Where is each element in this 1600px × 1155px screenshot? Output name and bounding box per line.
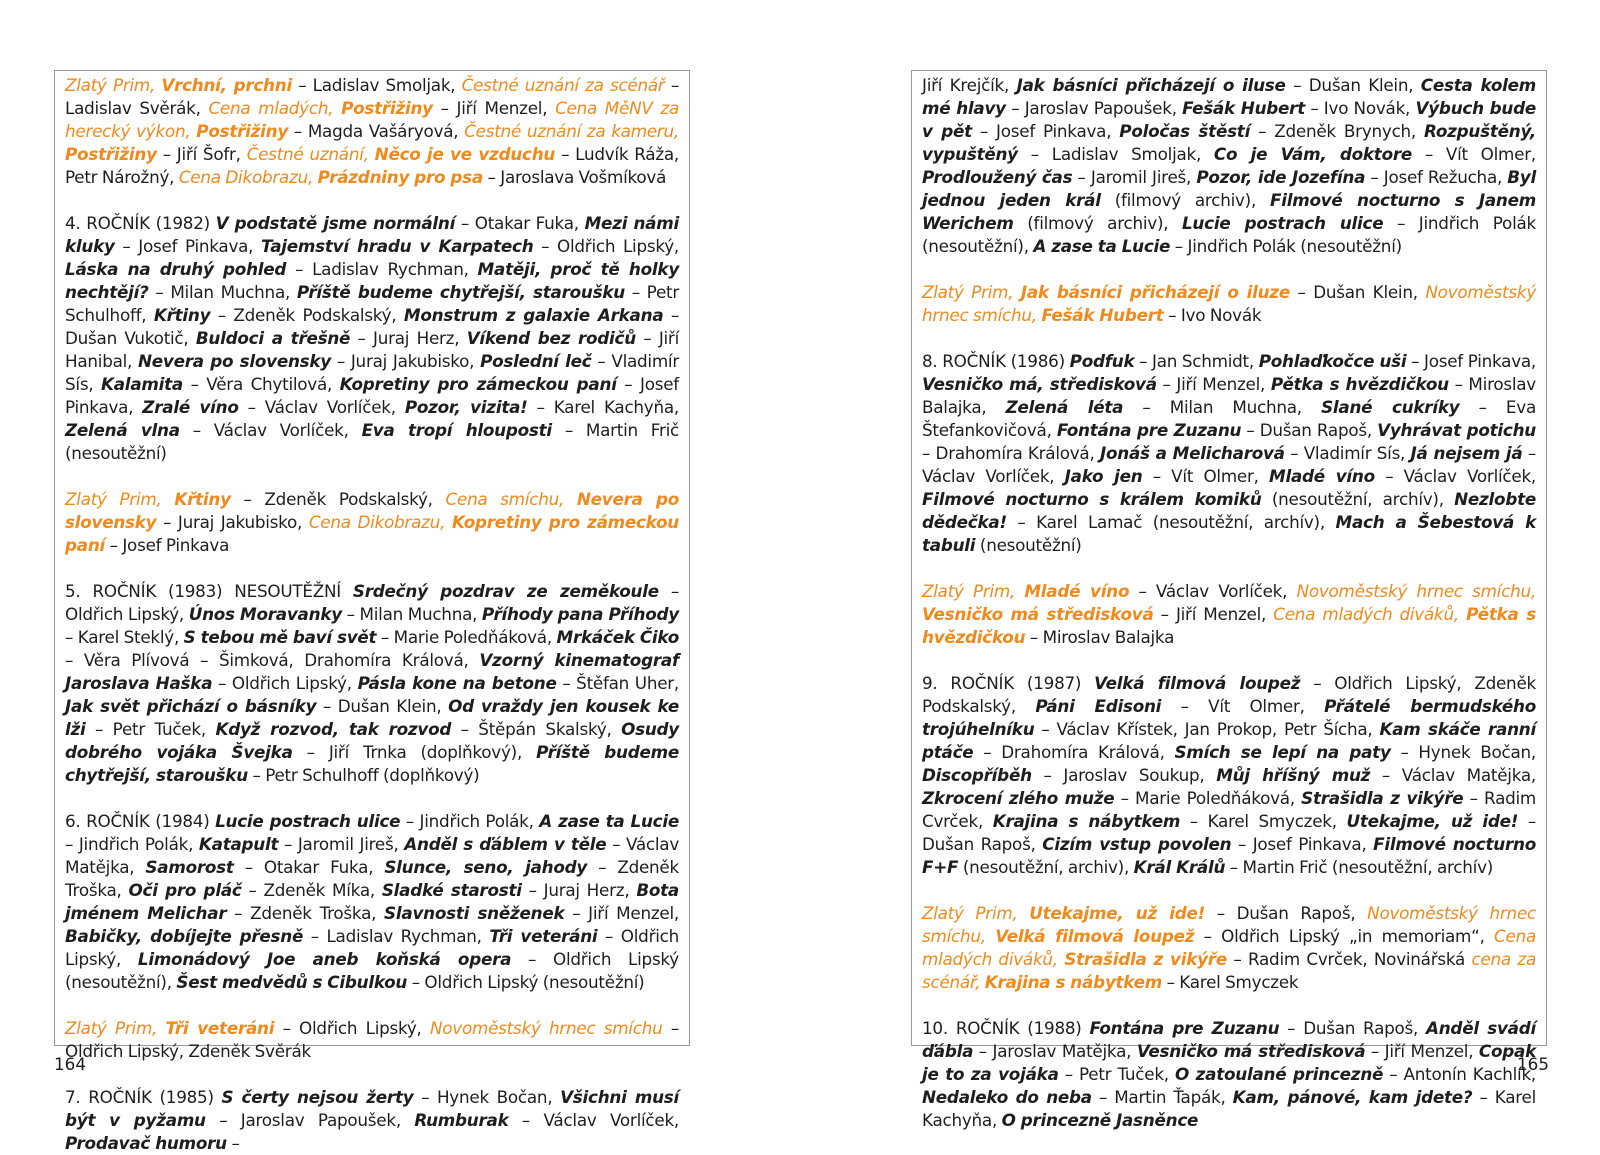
film-title: Mezi námi kluky [65, 213, 679, 256]
film-title: Prodavač humoru [65, 1133, 227, 1153]
award-film-title: Postřižiny [65, 144, 157, 164]
text-run: – Jiří Hanibal, [65, 328, 679, 371]
text-run: – Karel Smyczek, [1180, 811, 1347, 831]
film-title: Limonádový Joe aneb koňská opera [137, 949, 512, 969]
text-run: – Věra Plívová – Šimková, Drahomíra Králová, [65, 650, 480, 670]
text-run: (filmový archiv), [1100, 190, 1271, 210]
film-title: Pásla kone na betone [357, 673, 557, 693]
film-title: Samorost [145, 857, 234, 877]
paragraph [65, 71, 679, 189]
award-label: Novoměstský hrnec smíchu, [922, 282, 1536, 325]
film-title: Mrkáček Čiko [556, 627, 679, 647]
paragraph [65, 1086, 679, 1155]
text-run: – Jaromil Jireš, [1072, 167, 1197, 187]
film-title: Od vraždy jen kousek ke lži [65, 696, 679, 739]
text-run: – Ludvík Ráža, Petr Nárožný, [65, 144, 679, 187]
film-title: Kalamita [100, 374, 183, 394]
award-label: Čestné uznání, [246, 144, 375, 164]
text-run: 8. ROČNÍK (1986) [922, 351, 1070, 371]
paragraph [65, 1017, 679, 1063]
text-run: – Magda Vašáryová, [288, 121, 465, 141]
text-run: – Martin Frič (nesoutěžní) [65, 420, 679, 463]
text-run: – Otakar Fuka, [233, 857, 385, 877]
film-title: S čerty nejsou žerty [221, 1087, 414, 1107]
film-title: Příště budeme chytřejší, staroušku [65, 742, 680, 785]
paragraph [922, 350, 1536, 557]
film-title: Utekajme, už ide! [1346, 811, 1519, 831]
text-run: – Jindřich Polák (nesoutěžní) [1170, 236, 1402, 256]
text-run: – Petr Tuček, [1058, 1064, 1175, 1084]
film-title: Zelená vlna [65, 420, 180, 440]
text-run: – Milan Muchna, [1123, 397, 1322, 417]
award-label: Zlatý Prim, [65, 1018, 166, 1038]
film-title: Vesničko má, středisková [922, 374, 1157, 394]
film-title: Slané cukríky [1321, 397, 1460, 417]
award-label: Zlatý Prim, [922, 581, 1025, 601]
award-label: cena za scénář, [922, 949, 1536, 992]
award-label: Cena mladých diváků, [922, 926, 1536, 969]
text-run: – [226, 1133, 240, 1153]
film-title: Pozor, vizita! [404, 397, 528, 417]
text-run: – Josef Pinkava, [1231, 834, 1374, 854]
film-title: O princezně Jasněnce [1001, 1110, 1199, 1130]
award-label: Novoměstský hrnec smíchu [429, 1018, 663, 1038]
film-title: Byl jednou jeden král [922, 167, 1536, 210]
film-title: Fontána pre Zuzanu [1056, 420, 1242, 440]
film-title: Sladké starosti [381, 880, 522, 900]
award-film-title: Krajina s nábytkem [984, 972, 1162, 992]
text-run: – Jindřich Polák (nesoutěžní), [922, 213, 1536, 256]
text-run: – Milan Muchna, [148, 282, 297, 302]
film-title: Mladé víno [1269, 466, 1375, 486]
text-run: – Drahomíra Králová, [973, 742, 1175, 762]
text-run: – Ladislav Rychman, [286, 259, 478, 279]
award-label: Cena mladých, [208, 98, 342, 118]
film-title: Filmové nocturno s Janem Werichem [922, 190, 1536, 233]
film-title: Anděl svádí ďábla [922, 1018, 1536, 1061]
film-title: Příště budeme chytřejší, staroušku [296, 282, 625, 302]
award-film-title: Nevera po slovensky [65, 489, 679, 532]
text-run: – Zdeněk Podskalský, [210, 305, 404, 325]
text-run: – Josef Pinkava, [971, 121, 1120, 141]
film-title: Discopříběh [922, 765, 1032, 785]
film-title: Kam, pánové, kam jdete? [1232, 1087, 1473, 1107]
film-title: Všichni musí být v pyžamu [65, 1087, 680, 1130]
award-film-title: Vrchní, prchni [161, 75, 292, 95]
text-run: – Jaroslav Matějka, [973, 1041, 1137, 1061]
film-title: Filmové nocturno s králem komiků [922, 489, 1262, 509]
text-run: – Jiří Menzel, [1365, 1041, 1479, 1061]
text-run: – Oldřich Lipský, [212, 673, 358, 693]
film-title: Lucie postrach ulice [1181, 213, 1384, 233]
text-run: – Dušan Klein, [316, 696, 449, 716]
text-run: – Milan Muchna, [341, 604, 482, 624]
film-title: Copak je to za vojáka [922, 1041, 1536, 1084]
award-film-title: Strašidla z vikýře [1064, 949, 1227, 969]
film-title: Strašidla z vikýře [1301, 788, 1464, 808]
film-title: Smích se lepí na paty [1174, 742, 1391, 762]
film-title: A zase ta Lucie [1033, 236, 1171, 256]
film-title: Filmové nocturno F+F [922, 834, 1536, 877]
paragraph [65, 810, 679, 994]
film-title: Monstrum z galaxie Arkana [403, 305, 664, 325]
text-run: (nesoutěžní, archiv), [958, 857, 1134, 877]
text-run: – Věra Chytilová, [182, 374, 340, 394]
page-number-left: 164 [54, 1054, 87, 1074]
film-title: Příhody pana Příhody [481, 604, 679, 624]
film-title: Jako jen [1064, 466, 1143, 486]
film-title: Lucie postrach ulice [215, 811, 401, 831]
award-label: Zlatý Prim, [65, 75, 162, 95]
text-run: – Vít Olmer, [1142, 466, 1270, 486]
text-run: – Václav Matějka, [65, 834, 680, 877]
film-title: Vesničko má středisková [1136, 1041, 1366, 1061]
text-run: – Jaroslava Vošmíková [482, 167, 667, 187]
text-run: – Hynek Bočan, [1390, 742, 1536, 762]
text-run: – Ladislav Smoljak, [1017, 144, 1214, 164]
text-run: – Eva Štefankovičová, [922, 397, 1536, 440]
text-run: – Radim Cvrček, [922, 788, 1537, 831]
film-title: Poslední leč [480, 351, 592, 371]
page-number-right: 165 [1517, 1054, 1550, 1074]
film-title: Velká filmová loupež [1094, 673, 1301, 693]
text-run: – Karel Smyczek [1161, 972, 1299, 992]
award-film-title: Fešák Hubert [1041, 305, 1164, 325]
film-title: Výbuch bude v pět [922, 98, 1536, 141]
film-title: Únos Moravanky [188, 604, 342, 624]
film-title: Anděl s ďáblem v těle [404, 834, 607, 854]
award-film-title: Velká filmová loupež [995, 926, 1195, 946]
paragraph [922, 672, 1536, 879]
award-film-title: Jak básníci přicházejí o iluze [1020, 282, 1290, 302]
text-run: – Oldřich Lipský, [274, 1018, 430, 1038]
film-title: O zatoulané princezně [1175, 1064, 1384, 1084]
text-run: – Juraj Jakubisko, [156, 512, 309, 532]
film-title: Jonáš a Melicharová [1099, 443, 1285, 463]
film-title: Kopretiny pro zámeckou paní [339, 374, 617, 394]
text-run: – Martin Ťapák, [1091, 1087, 1233, 1107]
film-title: Katapult [198, 834, 279, 854]
text-run: – Dušan Klein, [1290, 282, 1426, 302]
film-title: Srdečný pozdrav ze zeměkoule [352, 581, 659, 601]
text-run: – Štěfan Uher, [556, 673, 680, 693]
text-run: – Zdeněk Brynych, [1250, 121, 1425, 141]
text-run: – Vít Olmer, [1412, 144, 1536, 164]
text-run: – Ladislav Rychman, [303, 926, 490, 946]
text-run: – Václav Vorlíček, [1129, 581, 1297, 601]
film-title: Kam skáče ranní ptáče [922, 719, 1536, 762]
award-film-title: Křtiny [174, 489, 231, 509]
text-run: 6. ROČNÍK (1984) [65, 811, 216, 831]
award-label: Cena MěNV za herecký výkon, [65, 98, 679, 141]
text-run: 9. ROČNÍK (1987) [922, 673, 1095, 693]
film-title: A zase ta Lucie [539, 811, 679, 831]
film-title: Vzorný kinematograf Jaroslava Haška [65, 650, 679, 693]
text-run: – Otakar Fuka, [455, 213, 585, 233]
film-title: S tebou mě baví svět [183, 627, 377, 647]
award-label: Cena Dikobrazu, [308, 512, 452, 532]
film-title: Rumburak [414, 1110, 509, 1130]
text-run: – Josef Pinkava [105, 535, 230, 555]
text-run: – Juraj Jakubisko, [331, 351, 481, 371]
text-run: – Václav Vorlíček, [238, 397, 405, 417]
text-run: – Oldřich Lipský, [533, 236, 679, 256]
text-run: – Hynek Bočan, [413, 1087, 561, 1107]
text-run: 5. ROČNÍK (1983) NESOUTĚŽNÍ [65, 581, 353, 601]
text-run: – Jan Schmidt, [1134, 351, 1259, 371]
award-label: Zlatý Prim, [922, 282, 1021, 302]
text-run: – Josef Režucha, [1365, 167, 1508, 187]
film-title: Jak básníci přicházejí o iluse [1016, 75, 1286, 95]
film-title: Vyhrávat potichu [1377, 420, 1536, 440]
award-label: Cena mladých diváků, [1273, 604, 1467, 624]
film-title: Nevera po slovensky [138, 351, 331, 371]
paragraph [922, 902, 1536, 994]
award-film-title: Prázdniny pro psa [317, 167, 483, 187]
film-title: Pohlaďkočce uši [1258, 351, 1407, 371]
film-title: Pozor, ide Jozefína [1196, 167, 1366, 187]
text-run: – Marie Poledňáková, [1114, 788, 1302, 808]
text-run: – Jiří Trnka (doplňkový), [292, 742, 537, 762]
text-run: – Zdeněk Troška, [226, 903, 385, 923]
text-run: 4. ROČNÍK (1982) [65, 213, 216, 233]
text-run: – Vladimír Sís, [65, 351, 679, 394]
text-run: – Juraj Herz, [350, 328, 467, 348]
text-run: Jiří Krejčík, [922, 75, 1017, 95]
text-run: – Zdeněk Míka, [241, 880, 382, 900]
film-title: Zralé víno [142, 397, 239, 417]
film-title: Oči pro pláč [128, 880, 242, 900]
text-run: – Jaroslav Soukup, [1031, 765, 1217, 785]
film-title: Když rozvod, tak rozvod [215, 719, 452, 739]
text-run: – Drahomíra Králová, [922, 443, 1100, 463]
text-run: – Josef Pinkava, [114, 236, 261, 256]
text-run: – Ladislav Svěrák, [65, 75, 679, 118]
text-run: – Oldřich Lipský, [65, 926, 679, 969]
film-title: Co je Vám, doktore [1213, 144, 1413, 164]
film-title: Tři veteráni [489, 926, 598, 946]
text-run: (filmový archiv), [1013, 213, 1182, 233]
film-title: Přátelé bermudského trojúhelníku [922, 696, 1536, 739]
text-run: – Juraj Herz, [521, 880, 637, 900]
text-run: – Dušan Klein, [1285, 75, 1421, 95]
film-title: Matěji, proč tě holky nechtějí? [65, 259, 680, 302]
film-title: Nedaleko do neba [922, 1087, 1092, 1107]
text-run: – Jindřich Polák, [400, 811, 540, 831]
text-run: – Karel Steklý, [65, 627, 184, 647]
text-run: – Jaromil Jireš, [278, 834, 405, 854]
award-film-title: Pětka s hvězdičkou [922, 604, 1536, 647]
text-run: – Radim Cvrček, Novinářská [1226, 949, 1472, 969]
film-title: Mach a Šebestová k tabuli [922, 512, 1537, 555]
film-title: Šest medvědů s Cibulkou [176, 972, 408, 992]
text-run: – Vít Olmer, [1161, 696, 1325, 716]
film-title: Víkend bez rodičů [466, 328, 636, 348]
text-run: – Jiří Menzel, [564, 903, 679, 923]
award-label: Čestné uznání za kameru, [464, 121, 680, 141]
text-run: – Josef Pinkava, [1406, 351, 1537, 371]
text-run: – Petr Schulhoff, [65, 282, 679, 325]
film-title: Poločas štěstí [1119, 121, 1251, 141]
text-run: – Jaroslav Papoušek, [205, 1110, 415, 1130]
text-run: – Dušan Rapoš, [1241, 420, 1378, 440]
film-title: Buldoci a třešně [195, 328, 351, 348]
text-run: – Oldřich Lipský, Zdeněk Svěrák [65, 1018, 680, 1061]
text-run: – Marie Poledňáková, [376, 627, 557, 647]
paragraph [922, 281, 1536, 327]
award-label: Zlatý Prim, [65, 489, 175, 509]
film-title: Eva tropí hlouposti [361, 420, 552, 440]
text-run: – Dušan Rapoš, [1279, 1018, 1426, 1038]
film-title: Zkrocení zlého muže [922, 788, 1115, 808]
text-run: – Ivo Novák [1163, 305, 1262, 325]
film-title: Křtiny [153, 305, 211, 325]
text-run: – Jindřich Polák, [65, 834, 199, 854]
text-run: – Oldřich Lipský (nesoutěžní) [407, 972, 645, 992]
text-run: – Oldřich Lipský (nesoutěžní), [65, 949, 679, 992]
text-run: – Václav Křístek, Jan Prokop, Petr Šícha, [1034, 719, 1380, 739]
award-label: Cena smíchu, [445, 489, 577, 509]
award-film-title: Vesničko má středisková [922, 604, 1154, 624]
award-label: Cena Dikobrazu, [178, 167, 318, 187]
film-title: Král Králů [1133, 857, 1226, 877]
text-run: – Václav Vorlíček, [922, 443, 1536, 486]
text-run: – Josef Pinkava, [65, 374, 679, 417]
text-run: – Dušan Rapoš, [922, 811, 1536, 854]
text-run: – Václav Matějka, [1370, 765, 1536, 785]
film-title: Zelená léta [1005, 397, 1124, 417]
text-run: – Petr Schulhoff (doplňkový) [247, 765, 480, 785]
paragraph [65, 212, 679, 465]
text-run: – Karel Kachyňa, [527, 397, 679, 417]
text-run: (nesoutěžní) [975, 535, 1082, 555]
film-title: Já nejsem já [1410, 443, 1523, 463]
text-run: – Jiří Menzel, [1156, 374, 1271, 394]
text-run: – Oldřich Lipský, [65, 581, 679, 624]
film-title: Můj hříšný muž [1216, 765, 1371, 785]
text-run: – Dušan Rapoš, [1205, 903, 1368, 923]
text-run: (nesoutěžní, archív), [1261, 489, 1455, 509]
film-title: Rozpuštěný, vypuštěný [922, 121, 1536, 164]
text-run: – Jaroslav Papoušek, [1005, 98, 1183, 118]
text-run: – Ladislav Smoljak, [291, 75, 462, 95]
award-film-title: Mladé víno [1024, 581, 1130, 601]
text-run: – Dušan Vukotič, [65, 305, 680, 348]
film-title: Podfuk [1069, 351, 1135, 371]
award-label: Zlatý Prim, [922, 903, 1030, 923]
film-title: V podstatě jsme normální [215, 213, 456, 233]
film-title: Fešák Hubert [1182, 98, 1305, 118]
text-run: – Martin Frič (nesoutěžní, archív) [1225, 857, 1494, 877]
text-run: – Vladimír Sís, [1284, 443, 1411, 463]
text-run: – Petr Tuček, [85, 719, 216, 739]
film-title: Nezlobte dědečka! [922, 489, 1536, 532]
film-title: Osudy dobrého vojáka Švejka [65, 719, 679, 762]
film-title: Jak svět přichází o básníky [65, 696, 317, 716]
text-run: – Jiří Šofr, [156, 144, 247, 164]
text-run: – Štěpán Skalský, [451, 719, 622, 739]
film-title: Krajina s nábytkem [992, 811, 1181, 831]
paragraph [65, 488, 679, 557]
text-run: – Jiří Menzel, [1153, 604, 1274, 624]
text-run: – Oldřich Lipský „in memoriam“, [1194, 926, 1495, 946]
text-run: – Oldřich Lipský, Zdeněk Podskalský, [922, 673, 1536, 716]
text-run: – Karel Kachyňa, [922, 1087, 1536, 1130]
paragraph [922, 1017, 1536, 1132]
film-title: Prodloužený čas [922, 167, 1073, 187]
film-title: Babičky, dobíjejte přesně [65, 926, 304, 946]
text-run: – Miroslav Balajka [1025, 627, 1175, 647]
film-title: Slavnosti sněženek [384, 903, 565, 923]
film-title: Bota jménem Melichar [65, 880, 679, 923]
film-title: Cesta kolem mé hlavy [922, 75, 1536, 118]
text-run: – Antonín Kachlík, [1383, 1064, 1536, 1084]
paragraph [922, 580, 1536, 649]
text-run: – Ivo Novák, [1304, 98, 1416, 118]
award-label: Čestné uznání za scénář [461, 75, 665, 95]
text-run: – Miroslav Balajka, [922, 374, 1536, 417]
award-label: Novoměstský hrnec smíchu, [1296, 581, 1537, 601]
film-title: Pětka s hvězdičkou [1270, 374, 1449, 394]
paragraph [922, 71, 1536, 258]
award-film-title: Utekajme, už ide! [1029, 903, 1206, 923]
award-film-title: Postřižiny [341, 98, 433, 118]
film-title: Páni Edisoni [1035, 696, 1162, 716]
award-film-title: Něco je ve vzduchu [374, 144, 556, 164]
award-label: Novoměstský hrnec smíchu, [922, 903, 1536, 946]
text-run: – Zdeněk Troška, [65, 857, 679, 900]
text-run: – Zdeněk Podskalský, [230, 489, 446, 509]
award-film-title: Kopretiny pro zámeckou paní [65, 512, 680, 555]
film-title: Tajemství hradu v Karpatech [260, 236, 534, 256]
text-run: 10. ROČNÍK (1988) [922, 1018, 1090, 1038]
text-run: – Karel Lamač (nesoutěžní, archív), [1006, 512, 1336, 532]
award-film-title: Tři veteráni [165, 1018, 275, 1038]
text-run: – Václav Vorlíček, [1374, 466, 1536, 486]
film-title: Fontána pre Zuzanu [1089, 1018, 1280, 1038]
text-run: – Václav Vorlíček, [179, 420, 362, 440]
paragraph [65, 580, 679, 787]
film-title: Láska na druhý pohled [65, 259, 287, 279]
film-title: Cizím vstup povolen [1042, 834, 1232, 854]
text-run: 7. ROČNÍK (1985) [65, 1087, 222, 1107]
text-run: – Václav Vorlíček, [508, 1110, 680, 1130]
text-run: – Jiří Menzel, [432, 98, 556, 118]
award-film-title: Postřižiny [196, 121, 289, 141]
film-title: Slunce, seno, jahody [384, 857, 588, 877]
